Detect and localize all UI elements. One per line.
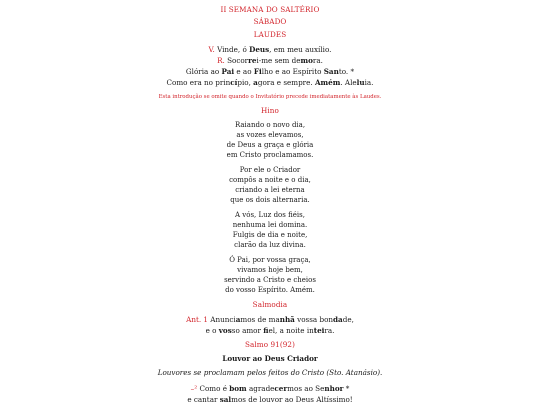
psalm-verse-2 [0, 395, 540, 404]
response-text-3: i-me sem de [256, 56, 301, 65]
gloria-text-7: to. * [338, 67, 355, 76]
hymn-line: compôs a noite e o dia, [229, 176, 311, 184]
hymn-line: do vosso Espírito. Amém. [225, 286, 315, 294]
como-era-line [0, 78, 540, 87]
hymn-line: Raiando o novo dia, [234, 121, 306, 129]
gloria-text-3: e ao [234, 67, 254, 76]
verse-text: mos de louvor ao Deus Altíssimo! [231, 395, 353, 404]
como-text-2: cí [230, 78, 238, 87]
antiphon-text: a [235, 315, 241, 324]
antiphon-text: so amor [231, 326, 264, 335]
response-marker: R. [217, 56, 225, 65]
antiphon-text: tei [313, 326, 325, 335]
response-text-5: ra. [312, 56, 323, 65]
hymn-line: servindo a Cristo e cheios [224, 276, 316, 284]
como-text-6: Amém [314, 78, 341, 87]
verse-text: sal [219, 395, 232, 404]
hymn-title: Hino [261, 106, 279, 115]
versicle-text-1: Vinde, ó [217, 45, 250, 54]
response-text-1: Socor [227, 56, 249, 65]
verse-text: * [343, 384, 350, 393]
day-heading: SÁBADO [253, 17, 287, 26]
psalm-epigraph: Louvores se proclamam pelos feitos do Cristo (Sto. Atanásio). [157, 368, 383, 377]
gloria-text-2: Pai [221, 67, 235, 76]
verse-text: bom [229, 384, 247, 393]
gloria-text-4: Fi [253, 67, 262, 76]
como-text-3: pio, [237, 78, 254, 87]
hymn-line: que os dois alternaria. [230, 196, 310, 204]
hymn-line: em Cristo proclamamos. [226, 151, 314, 159]
hymn-line: as vozes elevamos, [236, 131, 304, 139]
verse-text: cer [274, 384, 288, 393]
gloria-text-6: San [323, 67, 339, 76]
antiphon-text: mos de ma [240, 315, 280, 324]
como-text-1: Como era no prin [166, 78, 231, 87]
week-heading: II SEMANA DO SALTÉRIO [220, 5, 320, 14]
antiphon-text: vos [218, 326, 232, 335]
psalmody-title: Salmodia [252, 300, 288, 309]
hymn-line: nenhuma lei domina. [232, 221, 308, 229]
versicle-text-3: , em meu auxílio. [269, 45, 332, 54]
hymn-line: A vós, Luz dos fiéis, [235, 211, 305, 219]
antiphon-text: vossa bon [294, 315, 334, 324]
response-text-2: re [248, 56, 257, 65]
psalm-title: Louvor ao Deus Criador [222, 354, 318, 363]
como-text-4: a [253, 78, 258, 87]
antiphon-text: de, [342, 315, 354, 324]
verse-marker: –² [190, 384, 198, 393]
hymn-line: clarão da luz divina. [234, 241, 306, 249]
hour-heading: LAUDES [253, 30, 287, 39]
hymn-line: de Deus a graça e glória [226, 141, 314, 149]
como-text-8: lu [356, 78, 365, 87]
intro-rubric-note: Esta introdução se omite quando o Invitatório precede imediatamente às Laudes. [158, 94, 382, 100]
response-text-4: mo [300, 56, 313, 65]
antiphon-text: ra. [324, 326, 335, 335]
verse-text: nhor [324, 384, 344, 393]
gloria-text-5: lho e ao Espírito [261, 67, 324, 76]
hymn-line: Ó Pai, por vossa graça, [229, 256, 311, 264]
hymn-line: vivamos hoje bem, [237, 266, 303, 274]
antiphon-text: da [333, 315, 343, 324]
psalm-reference: Salmo 91(92) [244, 340, 296, 349]
verse-text: e cantar [187, 395, 220, 404]
antiphon-text: nhã [279, 315, 295, 324]
antiphon-text: e o [205, 326, 219, 335]
antiphon-line-2 [0, 326, 540, 335]
antiphon-line-1 [0, 315, 540, 324]
hymn-line: Por ele o Criador [239, 166, 301, 174]
versicle-text-2: Deus [249, 45, 270, 54]
antiphon-marker: Ant. 1 [186, 315, 208, 324]
psalm-verse-1 [0, 384, 540, 393]
gloria-text-1: Glória ao [185, 67, 222, 76]
response [0, 56, 540, 65]
antiphon-text: fi [263, 326, 269, 335]
versicle [0, 45, 540, 54]
versicle-marker: V. [208, 45, 215, 54]
como-text-9: ia. [364, 78, 374, 87]
como-text-5: gora e sempre. [257, 78, 315, 87]
antiphon-text: el, a noite in [268, 326, 314, 335]
hymn-line: criando a lei eterna [235, 186, 305, 194]
hymn-line: Fulgis de dia e noite, [232, 231, 308, 239]
verse-text: mos ao Se [287, 384, 325, 393]
como-text-7: . Ale [340, 78, 357, 87]
verse-text: Como é [197, 384, 230, 393]
gloria-line [0, 67, 540, 76]
antiphon-text: Anunci [210, 315, 236, 324]
verse-text: agrade [246, 384, 275, 393]
